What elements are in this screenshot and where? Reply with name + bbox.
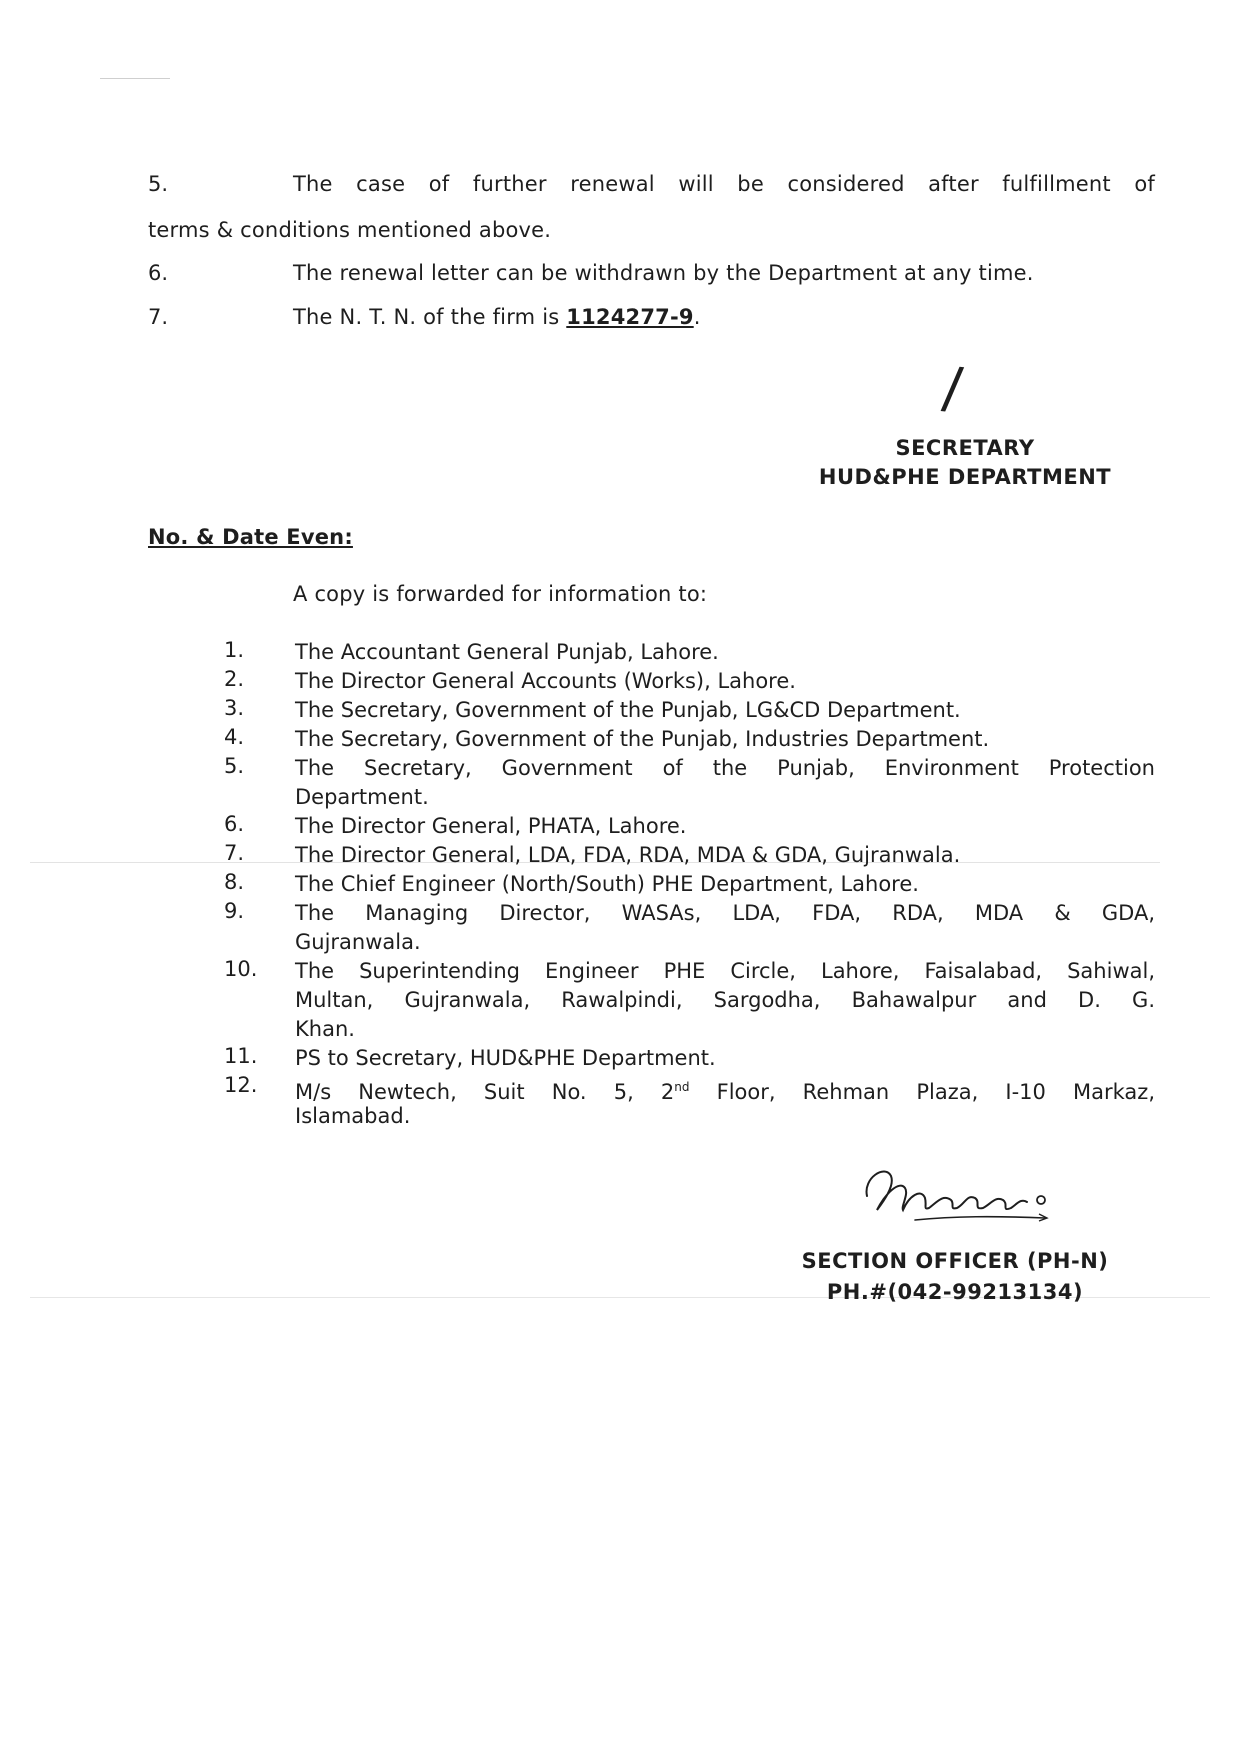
list-item-text: PS to Secretary, HUD&PHE Department. — [295, 1046, 716, 1070]
paragraph-7-text — [293, 305, 701, 329]
paragraph-6-number: 6. — [148, 261, 169, 285]
list-item-text: The Director General, LDA, FDA, RDA, MDA & GDA, Gujranwala. — [295, 843, 961, 867]
list-item-text: The Director General Accounts (Works), Lahore. — [295, 669, 796, 693]
section-officer-title: SECTION OFFICER (PH-N) — [801, 1249, 1109, 1273]
list-item-text: The Superintending Engineer PHE Circle, Lahore, Faisalabad, Sahiwal, — [295, 959, 1155, 983]
list-item-text: The Managing Director, WASAs, LDA, FDA, RDA, MDA & GDA, — [295, 901, 1155, 925]
paragraph-6-text: The renewal letter can be withdrawn by the Department at any time. — [293, 261, 1034, 285]
list-item-number: 4. — [224, 725, 245, 749]
list-item-number: 2. — [224, 667, 245, 691]
signature-mark: / — [939, 355, 966, 422]
list-item-number: 11. — [224, 1044, 258, 1068]
list-item-text-continued: Islamabad. — [295, 1104, 411, 1128]
list-item-text: The Chief Engineer (North/South) PHE Department, Lahore. — [295, 872, 919, 896]
copy-intro: A copy is forwarded for information to: — [293, 582, 708, 606]
list-item-text: The Secretary, Government of the Punjab, Industries Department. — [295, 727, 990, 751]
list-item-text-continued: Department. — [295, 785, 429, 809]
list-item-text-continued: Gujranwala. — [295, 930, 421, 954]
list-item-number: 12. — [224, 1073, 258, 1097]
address-part: M/s Newtech, Suit No. 5, 2 — [295, 1080, 675, 1104]
list-item-text: The Accountant General Punjab, Lahore. — [295, 640, 719, 664]
list-item-number: 6. — [224, 812, 245, 836]
list-item-text-continued: Multan, Gujranwala, Rawalpindi, Sargodha, Bahawalpur and D. G. — [295, 988, 1155, 1012]
list-item-number: 9. — [224, 899, 245, 923]
list-item-text: The Secretary, Government of the Punjab, LG&CD Department. — [295, 698, 961, 722]
section-officer-phone: PH.#(042-99213134) — [826, 1280, 1084, 1304]
list-item-text: The Secretary, Government of the Punjab, Environment Protection — [295, 756, 1155, 780]
address-part: Floor, Rehman Plaza, I-10 Markaz, — [689, 1080, 1156, 1104]
signature-drawing — [855, 1158, 1065, 1228]
ordinal-suffix: nd — [674, 1080, 690, 1094]
paragraph-5-line-1: The case of further renewal will be considered after fulfillment of — [293, 172, 1155, 196]
ntn-prefix: The N. T. N. of the firm is — [293, 305, 567, 329]
paragraph-5-number: 5. — [148, 172, 169, 196]
ntn-suffix: . — [693, 305, 701, 329]
reference-heading: No. & Date Even: — [148, 525, 353, 549]
ntn-number: 1124277-9 — [566, 305, 694, 329]
scan-artifact — [100, 78, 170, 79]
secretary-title: SECRETARY — [895, 436, 1035, 460]
list-item-number: 10. — [224, 957, 258, 981]
paragraph-5-line-2: terms & conditions mentioned above. — [148, 218, 552, 242]
list-item-number: 7. — [224, 841, 245, 865]
list-item-number: 8. — [224, 870, 245, 894]
handwritten-signature — [855, 1158, 1065, 1232]
paragraph-7-number: 7. — [148, 305, 169, 329]
secretary-department: HUD&PHE DEPARTMENT — [818, 465, 1112, 489]
list-item-text: The Director General, PHATA, Lahore. — [295, 814, 687, 838]
list-item-text-continued: Khan. — [295, 1017, 355, 1041]
list-item-number: 1. — [224, 638, 245, 662]
list-item-number: 3. — [224, 696, 245, 720]
list-item-number: 5. — [224, 754, 245, 778]
